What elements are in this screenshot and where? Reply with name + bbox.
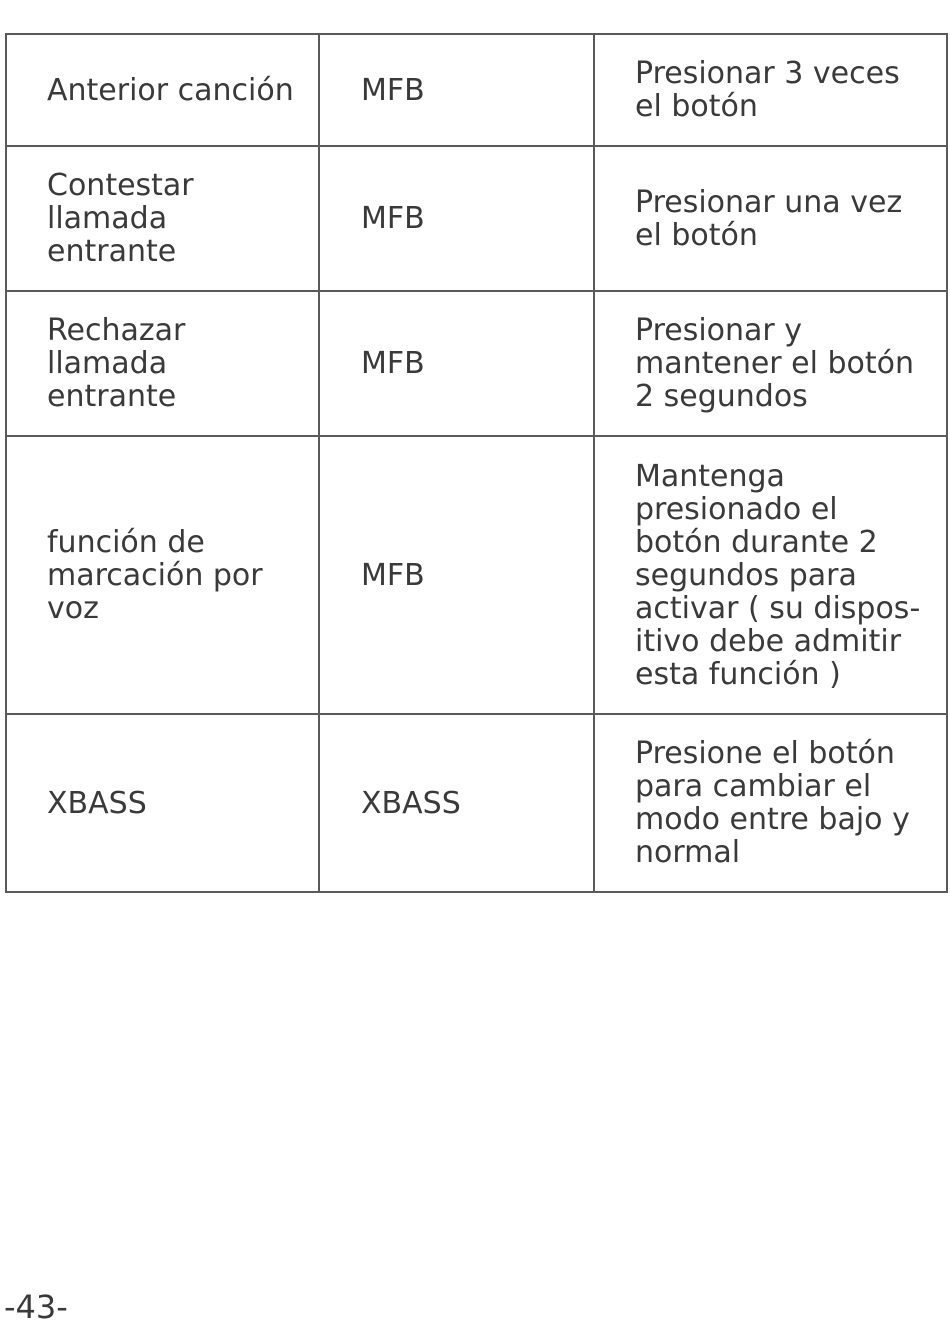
function-cell bbox=[6, 714, 319, 892]
operation-text: Presionar y mantener el botón 2 segundos bbox=[635, 313, 915, 414]
operation-cell bbox=[594, 291, 947, 436]
button-cell bbox=[319, 146, 594, 291]
table-row bbox=[6, 714, 947, 892]
button-cell bbox=[319, 714, 594, 892]
operation-text: Presionar una vez el botón bbox=[635, 184, 903, 253]
function-cell bbox=[6, 436, 319, 714]
operation-cell bbox=[594, 146, 947, 291]
button-cell bbox=[319, 436, 594, 714]
function-text: XBASS bbox=[47, 785, 147, 821]
function-text: Rechazar llamada entrante bbox=[47, 313, 186, 414]
operation-text: Presione el botón para cambiar el modo entre bajo y normal bbox=[635, 736, 910, 870]
button-text: MFB bbox=[361, 557, 425, 593]
operation-cell bbox=[594, 714, 947, 892]
button-text: MFB bbox=[361, 201, 425, 236]
button-text: MFB bbox=[361, 72, 425, 108]
function-cell bbox=[6, 291, 319, 436]
function-text: Anterior canción bbox=[47, 72, 294, 108]
operation-cell bbox=[594, 34, 947, 146]
controls-table bbox=[5, 33, 948, 893]
table-row bbox=[6, 436, 947, 714]
function-text: Contestar llamada entrante bbox=[47, 168, 194, 269]
button-text: MFB bbox=[361, 346, 425, 381]
operation-text: Mantenga presionado el botón durante 2 segundos para activar ( su dispos- itivo debe admitir esta función ) bbox=[635, 458, 921, 692]
button-text: XBASS bbox=[361, 785, 461, 821]
operation-text: Presionar 3 veces el botón bbox=[635, 56, 900, 124]
button-cell bbox=[319, 291, 594, 436]
table-row bbox=[6, 291, 947, 436]
operation-cell bbox=[594, 436, 947, 714]
table-row bbox=[6, 146, 947, 291]
function-cell bbox=[6, 146, 319, 291]
page-number: -43- bbox=[4, 1288, 68, 1326]
table-row bbox=[6, 34, 947, 146]
button-cell bbox=[319, 34, 594, 146]
function-text: función de marcación por voz bbox=[47, 524, 263, 626]
function-cell bbox=[6, 34, 319, 146]
